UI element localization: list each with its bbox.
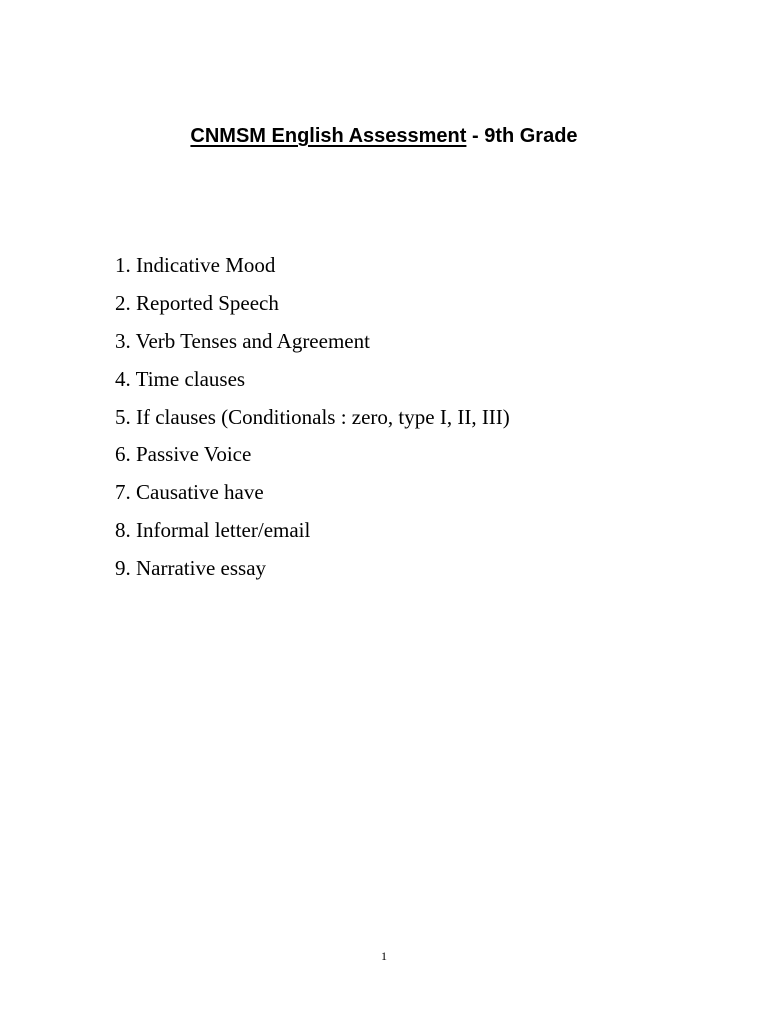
page-title — [0, 122, 768, 150]
list-item: 5. If clauses (Conditionals : zero, type I, II, III) — [115, 404, 510, 429]
page-number: 1 — [381, 949, 387, 963]
page-title-main: CNMSM English Assessment — [190, 125, 467, 147]
list-item: 1. Indicative Mood — [115, 253, 276, 277]
topic-list — [115, 251, 510, 592]
list-item: 3. Verb Tenses and Agreement — [115, 328, 370, 353]
list-item: 7. Causative have — [115, 480, 264, 505]
list-item: 4. Time clauses — [115, 366, 246, 391]
list-item: 8. Informal letter/email — [115, 518, 311, 543]
list-item: 6. Passive Voice — [115, 442, 252, 467]
list-item: 2. Reported Speech — [115, 290, 279, 315]
list-item: 9. Narrative essay — [115, 556, 267, 581]
page-title-grade: - 9th Grade — [466, 125, 578, 147]
